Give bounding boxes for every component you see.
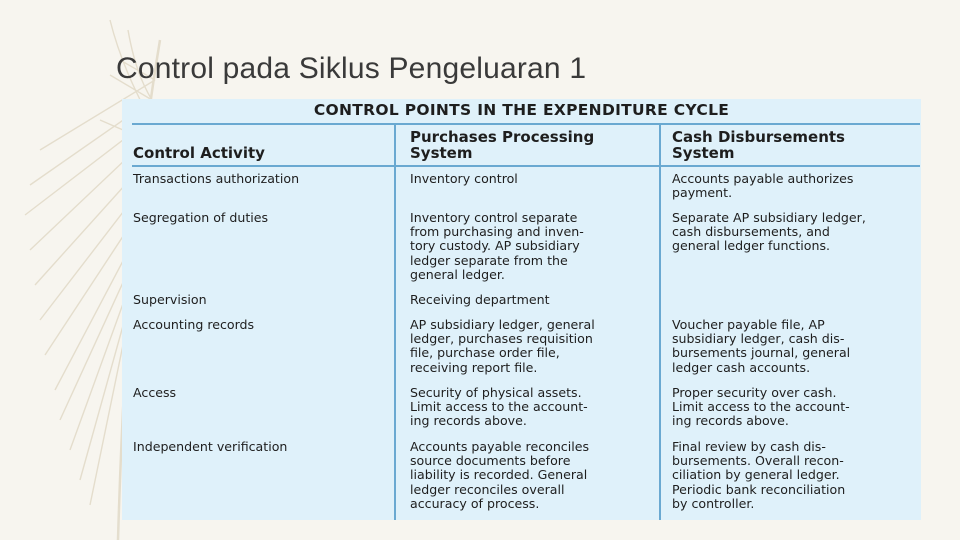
- header-purchases-processing: Purchases Processing System: [410, 128, 595, 162]
- column-divider-2: [659, 123, 661, 520]
- row-access-activity: Access: [133, 385, 177, 400]
- row-supervision-purchases: Receiving department: [410, 292, 550, 307]
- control-points-table: [122, 99, 921, 520]
- row-transactions-authorization-cash: Accounts payable authorizes payment.: [672, 171, 854, 201]
- column-divider-1: [394, 123, 396, 520]
- row-independent-verification-cash: Final review by cash dis- bursements. Overall recon- ciliation by general ledger. Periodic bank reconciliation by controller.: [672, 439, 846, 511]
- header-rule: [132, 165, 920, 167]
- row-independent-verification-purchases: Accounts payable reconciles source documents before liability is recorded. General ledger reconciles overall accuracy of process.: [410, 439, 590, 511]
- row-segregation-purchases: Inventory control separate from purchasing and inven- tory custody. AP subsidiary ledger separate from the general ledger.: [410, 210, 584, 282]
- row-access-purchases: Security of physical assets. Limit access to the account- ing records above.: [410, 385, 588, 429]
- row-access-cash: Proper security over cash. Limit access to the account- ing records above.: [672, 385, 850, 429]
- row-segregation-cash: Separate AP subsidiary ledger, cash disbursements, and general ledger functions.: [672, 210, 866, 254]
- row-accounting-records-activity: Accounting records: [133, 317, 255, 332]
- header-control-activity: Control Activity: [133, 144, 265, 162]
- row-supervision-activity: Supervision: [133, 292, 207, 307]
- row-segregation-activity: Segregation of duties: [133, 210, 269, 225]
- slide-title: Control pada Siklus Pengeluaran 1: [116, 52, 587, 85]
- header-cash-disbursements: Cash Disbursements System: [672, 128, 845, 162]
- top-rule: [132, 123, 920, 125]
- row-independent-verification-activity: Independent verification: [133, 439, 288, 454]
- table-caption: CONTROL POINTS IN THE EXPENDITURE CYCLE: [313, 101, 730, 119]
- row-transactions-authorization-activity: Transactions authorization: [133, 171, 300, 186]
- row-transactions-authorization-purchases: Inventory control: [410, 171, 518, 186]
- row-accounting-records-purchases: AP subsidiary ledger, general ledger, purchases requisition file, purchase order file, receiving report file.: [410, 317, 595, 375]
- row-accounting-records-cash: Voucher payable file, AP subsidiary ledger, cash dis- bursements journal, general ledger cash accounts.: [672, 317, 851, 375]
